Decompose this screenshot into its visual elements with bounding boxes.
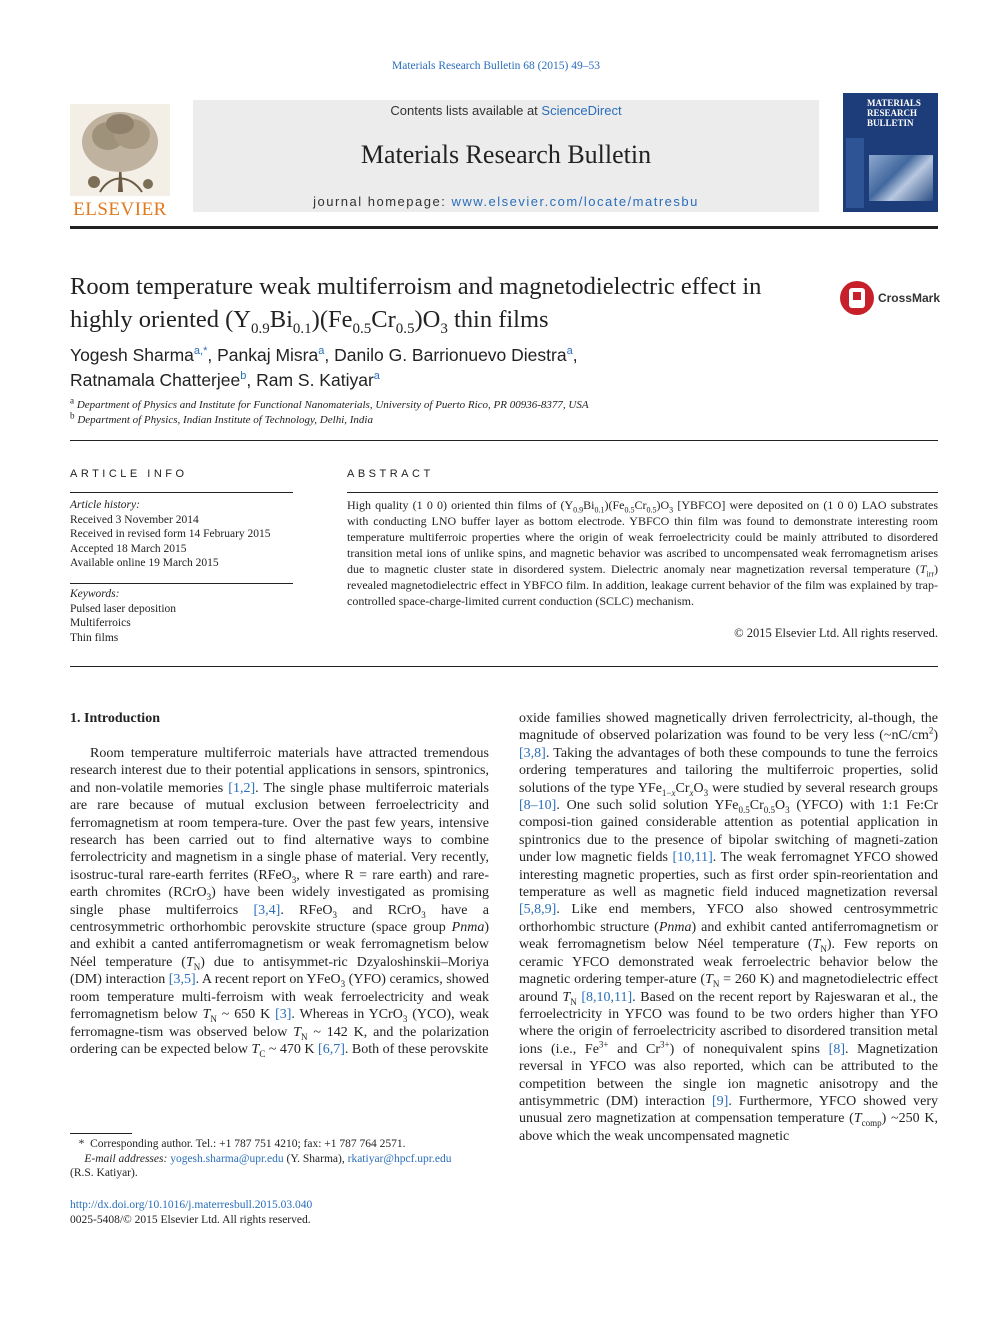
title-line-2: highly oriented $(Y_{0.9}Bi_{0.1})(Fe_{0.5}Cr_{0.5})O_3$ thin films <box>70 306 549 337</box>
contents-prefix: Contents lists available at <box>390 103 542 118</box>
cover-stripe <box>846 138 864 208</box>
history-accepted: Accepted 18 March 2015 <box>70 542 187 555</box>
cover-image <box>869 155 933 201</box>
affiliation-a: $^a$ Department of Physics and Institute for Functional Nanomaterials, University of Puerto Rico, PR 00936-8377, USA <box>70 395 589 411</box>
history-revised: Received in revised form 14 February 2015 <box>70 528 271 540</box>
cover-title-1: MATERIALS <box>867 98 921 108</box>
intro-right-column: oxide families showed magnetically driven ferrolectricity, al-though, the magnitude of observed polarization was found to be very less $(\sim nC/cm^2)$ [3,8]. Taking the advantages of both these compounds to tune the ferroics ordering temperatures and tailoring the multiferroic properties, solid solutions of the type $YFe_{1-x}Cr_xO_3$ were studied by several research groups [8–10]. One such solid solution $YFe_{0.5}Cr_{0.5}O_3$ (YFCO) with 1:1 Fe:Cr composi-tion gained considerable attention as potential application in spintronics due to the presence of bipolar switching of magneti-zation under low magnetic fields [10,11]. The weak ferromagnet YFCO showed interesting magnetic properties, such as first order spin-reorientation and temperature as well as magnetic field induced magnetization reversal [5,8,9]. Like end members, YFCO also showed centrosymmetric orthorhombic structure (Pnma) and exhibit canted antiferromagnetism or weak ferromagnetism below Néel temperature $(T_N)$. Few reports on ceramic YFCO demonstrated weak ferroelectric behavior below the magnetic ordering temper-ature ($T_N = 260$ K) and magnetodielectric effect around $T_N$ [8,10,11]. Based on the recent report by Rajeswaran et al., the ferroelectricity in YFCO was found to be two orders higher than YFO where the origin of ferroelectricity ascribed to disordered transition metal ions (i.e., $Fe^{3+}$ and $Cr^{3+}$) of nonequivalent spins [8]. Magnetization reversal in YFCO was also reported, which can be attributed to the competition between the single ion magnetic anisotropy and the antisymmetric (DM) interaction [9]. Furthermore, YFCO showed very unusual zero magnetization at compensation temperature $(T_{comp})$ ~250 K, above which the weak uncompensated magnetic <box>519 711 939 1144</box>
citation-link[interactable]: [6,7] <box>318 1041 345 1057</box>
citation-link[interactable]: [8] <box>828 1041 845 1057</box>
affiliation-rule <box>70 440 938 441</box>
keyword-item: Pulsed laser deposition <box>70 602 177 615</box>
author-name[interactable]: Ratnamala Chatterjee <box>70 370 241 390</box>
crossmark-label: CrossMark <box>877 291 940 305</box>
article-history <box>70 498 300 571</box>
abstract-text: High quality (1 0 0) oriented thin films of $(Y_{0.9}Bi_{0.1})(Fe_{0.5}Cr_{0.5})O_3$ [YBFCO] were deposited on (1 0 0) LAO substrates with conducting LNO buffer layer as bottom electrode. YBFCO thin film was found to demonstrate interesting room temperature multiferroic properties where the origin of weak ferroelectricity could be mainly attributed to disordered transition metal ions of unlike spins, and magnetic behavior was ascribed to uncompensated weak ferromagnetism arises due to magnetic cluster state in disordered system. Dielectric anomaly near magnetization reversal temperature $(T_{irr})$ revealed magnetodielectric effect in YBFCO film. In addition, leakage current behavior of the film was explained by trap-controlled space-charge-limited current conduction (SCLC) mechanism. <box>347 498 938 608</box>
history-online: Available online 19 March 2015 <box>70 557 219 569</box>
article-info-heading: ARTICLE INFO <box>70 468 188 480</box>
citation-link[interactable]: [10,11] <box>672 850 713 866</box>
crossmark-icon <box>840 281 874 315</box>
crossmark-badge[interactable] <box>840 279 940 317</box>
corresponding-author-note: * Corresponding author. Tel.: +1 787 751 4210; fax: +1 787 764 2571. <box>70 1138 406 1150</box>
keywords-label: Keywords: <box>70 588 120 600</box>
article-info-rule <box>70 492 293 493</box>
email-link[interactable]: rkatiyar@hpcf.upr.edu <box>347 1152 452 1165</box>
journal-homepage <box>193 194 819 209</box>
author-list <box>70 343 830 393</box>
citation-link[interactable]: [8–10] <box>519 798 557 814</box>
author-affil-link[interactable]: a <box>566 345 573 358</box>
intro-heading: 1. Introduction <box>70 711 160 726</box>
sciencedirect-link[interactable]: ScienceDirect <box>541 103 622 118</box>
cover-title-2: RESEARCH <box>867 108 918 118</box>
abstract-rule <box>347 492 938 493</box>
author-name[interactable]: Yogesh Sharma <box>70 345 194 365</box>
citation-link[interactable]: [9] <box>712 1093 729 1109</box>
keywords-rule <box>70 583 293 584</box>
footnote-rule <box>70 1133 132 1134</box>
abstract-bottom-rule <box>70 666 938 667</box>
doi-link[interactable]: http://dx.doi.org/10.1016/j.materresbull.2015.03.040 <box>70 1199 313 1211</box>
citation-link[interactable]: [8,10,11] <box>581 989 633 1005</box>
doi-block <box>70 1198 500 1227</box>
author-affil-link[interactable]: a <box>373 370 380 383</box>
elsevier-logo[interactable] <box>70 104 170 220</box>
elsevier-tree-icon <box>70 104 170 196</box>
keyword-item: Multiferroics <box>70 617 131 629</box>
email-link[interactable]: yogesh.sharma@upr.edu <box>170 1152 284 1165</box>
issn-line: 0025-5408/© 2015 Elsevier Ltd. All rights reserved. <box>70 1213 311 1226</box>
abstract-heading: ABSTRACT <box>347 468 434 480</box>
header-rule <box>70 226 938 229</box>
citation-link[interactable]: [3] <box>275 1007 292 1023</box>
journal-citation[interactable]: Materials Research Bulletin 68 (2015) 49–53 <box>392 60 600 72</box>
citation-link[interactable]: [1,2] <box>228 780 256 796</box>
author-name[interactable]: Danilo G. Barrionuevo Diestra <box>334 345 567 365</box>
email-owner: (R.S. Katiyar). <box>70 1167 138 1179</box>
author-line-1: Yogesh Sharma$^{a,*}$, Pankaj Misra$^a$, Danilo G. Barrionuevo Diestra$^a$, <box>70 345 578 365</box>
history-label: Article history: <box>70 499 140 511</box>
journal-name: Materials Research Bulletin <box>360 140 652 169</box>
affiliation-b: $^b$ Department of Physics, Indian Institute of Technology, Delhi, India <box>70 410 373 426</box>
footnotes <box>70 1137 500 1181</box>
keyword-item: Thin films <box>70 631 119 644</box>
article-title <box>70 270 830 336</box>
author-line-2: Ratnamala Chatterjee$^b$, Ram S. Katiyar$^a$ <box>70 370 380 390</box>
citation-link[interactable]: [3,4] <box>253 902 281 918</box>
author-affil-link[interactable]: a <box>318 345 325 358</box>
title-line-1: Room temperature weak multiferroism and magnetodielectric effect in <box>70 273 762 300</box>
author-affil-link[interactable]: b <box>240 370 247 383</box>
affiliations <box>70 395 930 428</box>
homepage-link[interactable]: www.elsevier.com/locate/matresbu <box>451 194 699 209</box>
abstract-copyright: © 2015 Elsevier Ltd. All rights reserved. <box>734 626 938 640</box>
intro-left-column: Room temperature multiferroic materials have attracted tremendous research interest due to their potential applications in sensors, spintronics, and non-volatile memories [1,2]. The single phase multiferroic materials are rare because of mutual exclusion between ferroelectricity and ferromagnetism at room tempera-ture. Over the past few years, intensive research has been carried out to find alternative ways to combine ferrolectricity and magnetism in a single phase of material. Very recently, isostruc-tural rare-earth ferrites (RFeO$_3$, where R = rare earth) and rare-earth chromites (RCrO$_3$) have been widely investigated as promising single phase multiferroics [3,4]. RFeO$_3$ and RCrO$_3$ have a centrosymmetric orthorhombic perovskite structure (space group Pnma) and exhibit a canted antiferromagnetism or weak ferromagnetism below Néel temperature $(T_N)$ due to antisymmet-ric Dzyaloshinskii–Moriya (DM) interaction [3,5]. A recent report on YFeO$_3$ (YFO) ceramics, showed room temperature multi-ferroism with weak ferroelectricity and weak ferromagnetism below $T_N$ ~ 650 K [3]. Whereas in YCrO$_3$ (YCO), weak ferromagne-tism was observed below $T_N$ ~ 142 K, and the polarization ordering can be expected below $T_C$ ~ 470 K [6,7]. Both of these perovskite <box>70 746 489 1059</box>
history-received: Received 3 November 2014 <box>70 513 199 526</box>
email-addresses: E-mail addresses: yogesh.sharma@upr.edu (Y. Sharma), rkatiyar@hpcf.upr.edu <box>84 1152 452 1165</box>
keywords <box>70 587 300 645</box>
author-name[interactable]: Pankaj Misra <box>217 345 319 365</box>
citation-link[interactable]: [3,5] <box>168 972 196 988</box>
journal-cover[interactable] <box>843 93 938 212</box>
citation-link[interactable]: [5,8,9] <box>519 902 557 918</box>
elsevier-wordmark: ELSEVIER <box>73 199 167 220</box>
author-name[interactable]: Ram S. Katiyar <box>256 370 374 390</box>
homepage-prefix: journal homepage: <box>313 194 452 209</box>
citation-link[interactable]: [3,8] <box>519 745 546 761</box>
contents-line <box>193 103 819 118</box>
cover-title-3: BULLETIN <box>867 118 914 128</box>
author-affil-link[interactable]: a,* <box>193 345 208 358</box>
